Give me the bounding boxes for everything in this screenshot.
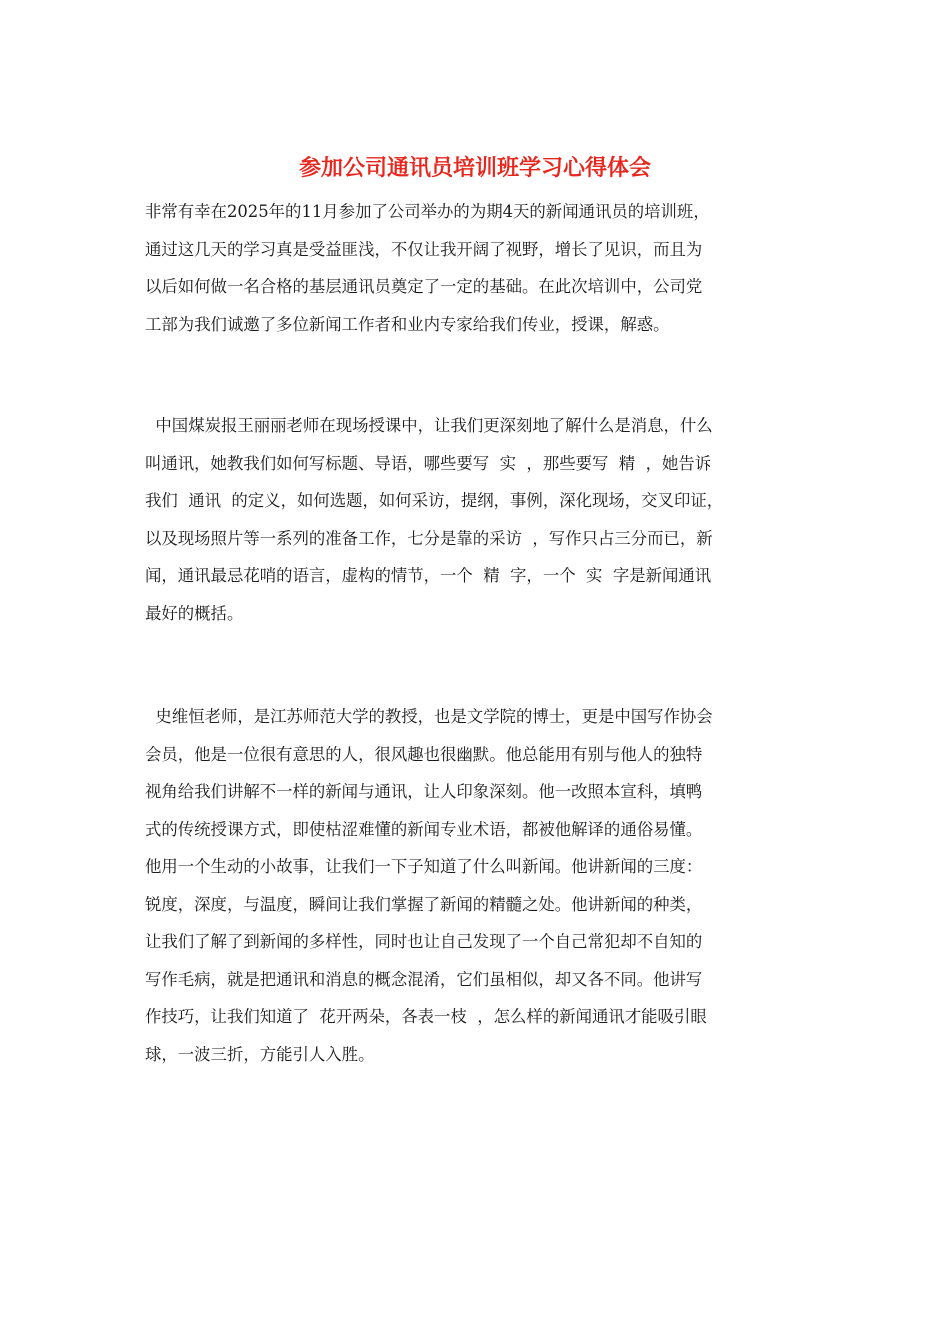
paragraph-line: 史维恒老师，是江苏师范大学的教授，也是文学院的博士，更是中国写作协会 [145,707,713,726]
paragraph-line: 视角给我们讲解不一样的新闻与通讯，让人印象深刻。他一改照本宣科，填鸭 [145,782,703,801]
paragraph-line: 以后如何做一名合格的基层通讯员奠定了一定的基础。在此次培训中，公司党 [145,277,703,296]
paragraph-line: 让我们了解了到新闻的多样性，同时也让自己发现了一个自己常犯却不自知的 [145,932,703,951]
document-title: 参加公司通讯员培训班学习心得体会 [298,155,651,181]
paragraph-line: 式的传统授课方式，即使枯涩难懂的新闻专业术语，都被他解译的通俗易懂。 [145,819,703,839]
paragraph-intro [145,193,805,343]
paragraph-line: 写作毛病，就是把通讯和消息的概念混淆，它们虽相似，却又各不同。他讲写 [145,969,703,989]
paragraph-line: 作技巧，让我们知道了 花开两朵，各表一枝 ，怎么样的新闻通讯才能吸引眼 [145,1007,707,1026]
paragraph-line: 会员，他是一位很有意思的人，很风趣也很幽默。他总能用有别与他人的独特 [145,744,703,764]
paragraph-shi-weiheng [145,698,805,1073]
paragraph-line: 锐度，深度，与温度，瞬间让我们掌握了新闻的精髓之处。他讲新闻的种类， [145,894,703,914]
paragraph-line: 我们 通讯 的定义，如何选题，如何采访，提纲，事例，深化现场，交叉印证， [145,491,724,510]
paragraph-line: 非常有幸在2025年的11月参加了公司举办的为期4天的新闻通讯员的培训班， [145,202,710,221]
paragraph-line: 通过这几天的学习真是受益匪浅，不仅让我开阔了视野，增长了见识，而且为 [145,239,703,259]
paragraph-line: 球，一波三折，方能引人入胜。 [145,1044,375,1064]
paragraph-line: 以及现场照片等一系列的准备工作，七分是靠的采访 ，写作只占三分而已，新 [145,528,713,548]
paragraph-line: 叫通讯，她教我们如何写标题、导语，哪些要写 实 ，那些要写 精 ，她告诉 [145,453,712,473]
paragraph-wang-lili [145,407,805,632]
paragraph-line: 最好的概括。 [145,603,244,623]
paragraph-line: 中国煤炭报王丽丽老师在现场授课中，让我们更深刻地了解什么是消息，什么 [145,416,713,435]
paragraph-line: 他用一个生动的小故事，让我们一下子知道了什么叫新闻。他讲新闻的三度： [145,857,703,876]
paragraph-line: 闻，通讯最忌花哨的语言，虚构的情节，一个 精 字，一个 实 字是新闻通讯 [145,566,712,585]
paragraph-line: 工部为我们诚邀了多位新闻工作者和业内专家给我们传业，授课，解惑。 [145,314,670,334]
